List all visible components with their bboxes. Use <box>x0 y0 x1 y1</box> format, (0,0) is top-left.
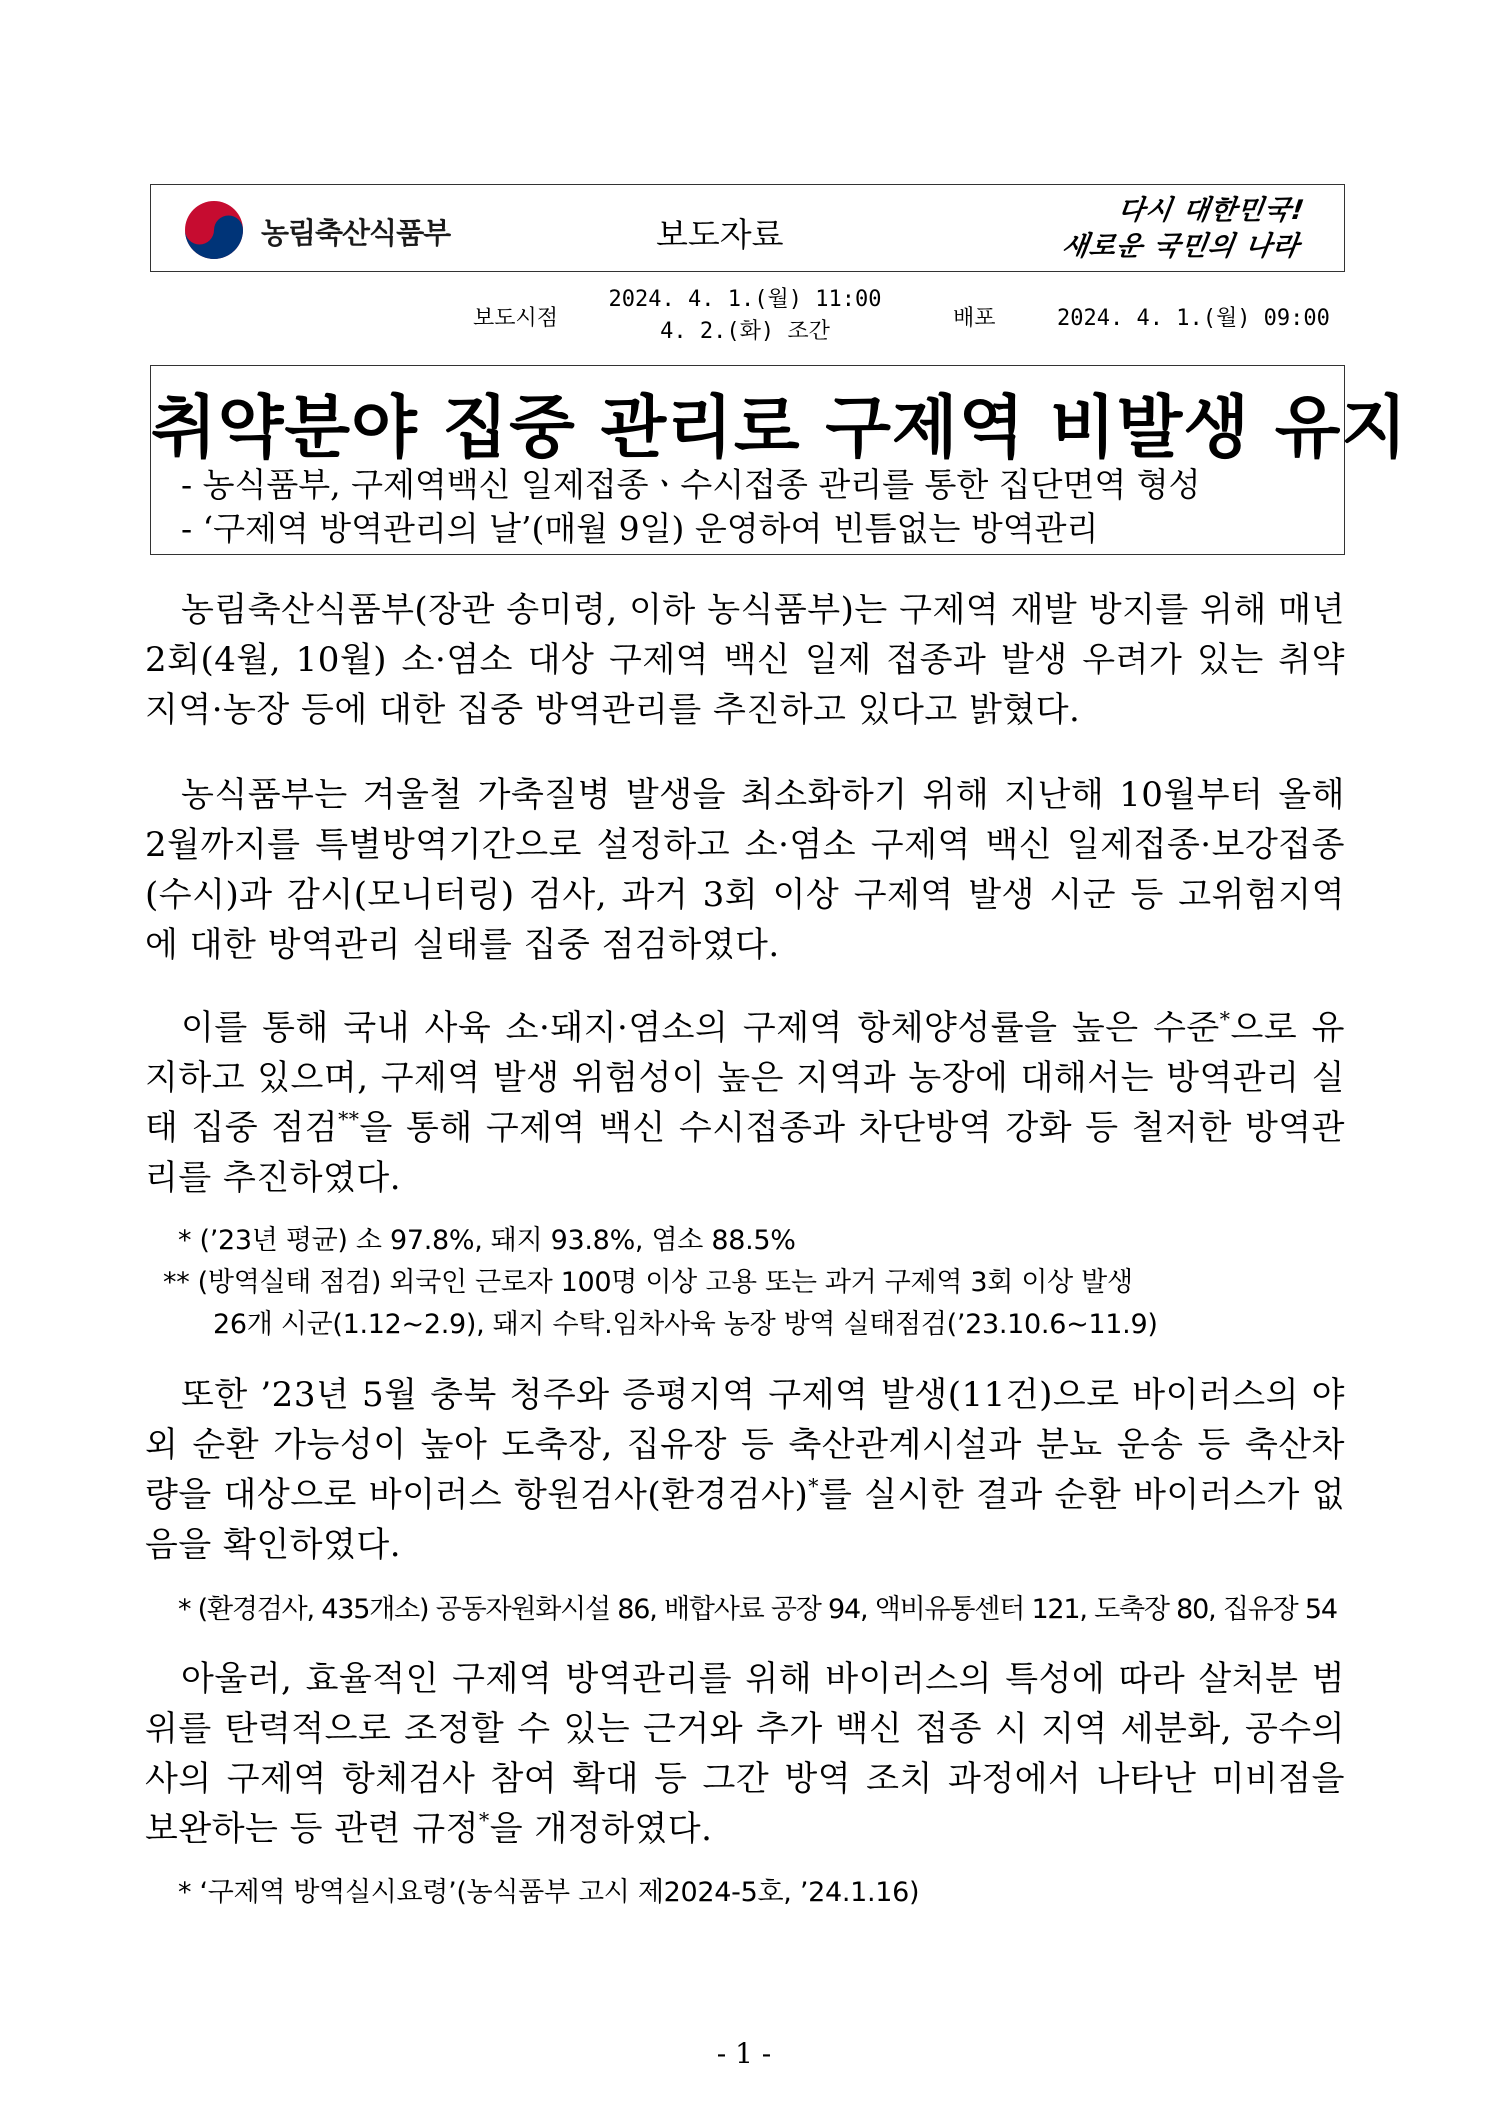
paragraph-2-text: 농식품부는 겨울철 가축질병 발생을 최소화하기 위해 지난해 10월부터 올해 2월까지를 특별방역기간으로 설정하고 소·염소 구제역 백신 일제접종·보강접종(수시)과 감시(모니터링) 검사, 과거 3회 이상 구제역 발생 시군 등 고위험지역에 대한 방역관리 실태를 집중 점검하였다. <box>145 775 1345 965</box>
header-box <box>150 184 1345 272</box>
title-box <box>150 365 1409 555</box>
ministry-name: 농림축산식품부 <box>261 216 451 250</box>
footnote-2-line-2: 26개 시군(1.12~2.9), 돼지 수탁.임차사육 농장 방역 실태점검(’23.10.6~11.9) <box>213 1309 1158 1340</box>
footnote-mark: * <box>479 1808 490 1833</box>
page-title: 취약분야 집중 관리로 구제역 비발생 유지 <box>151 389 1409 468</box>
paragraph-3-text-b: 으로 유지하고 있으며, 구제역 발생 위험성이 높은 지역과 농장에 대해서는 방역관리 실태 집중 점검 <box>145 1008 1345 1148</box>
footnote-3: * (환경검사, 435개소) 공동자원화시설 86, 배합사료 공장 94, 액비유통센터 121, 도축장 80, 집유장 54 <box>178 1594 1337 1625</box>
page-number: - 1 - <box>716 2037 772 2070</box>
subtitle-2: - ‘구제역 방역관리의 날’(매월 9일) 운영하여 빈틈없는 방역관리 <box>181 509 1099 548</box>
slogan <box>1017 193 1307 265</box>
paragraph-2 <box>145 770 1345 970</box>
paragraph-4 <box>145 1370 1345 1570</box>
footnote-4: * ‘구제역 방역실시요령’(농식품부 고시 제2024-5호, ’24.1.16) <box>178 1877 920 1908</box>
release-line-1: 2024. 4. 1.(월) 11:00 <box>608 287 882 312</box>
release-label: 보도시점 <box>473 306 559 331</box>
distribute-time: 2024. 4. 1.(월) 09:00 <box>1057 306 1330 331</box>
paragraph-3-text-a: 이를 통해 국내 사육 소·돼지·염소의 구제역 항체양성률을 높은 수준 <box>181 1008 1220 1048</box>
paragraph-4-text-a: 또한 ’23년 5월 충북 청주와 증평지역 구제역 발생(11건)으로 바이러스의 야외 순환 가능성이 높아 도축장, 집유장 등 축산관계시설과 분뇨 운송 등 축산차량을 대상으로 바이러스 항원검사(환경검사) <box>145 1375 1345 1515</box>
paragraph-5 <box>145 1654 1345 1854</box>
distribute-label: 배포 <box>953 306 996 331</box>
slogan-line-1: 다시 대한민국! <box>1116 195 1307 226</box>
doc-type: 보도자료 <box>656 215 784 254</box>
paragraph-4-text-b: 를 실시한 결과 순환 바이러스가 없음을 확인하였다. <box>145 1475 1345 1565</box>
footnote-mark: * <box>1219 1007 1231 1032</box>
paragraph-1 <box>145 585 1345 735</box>
paragraph-3-text-c: 을 통해 구제역 백신 수시접종과 차단방역 강화 등 철저한 방역관리를 추진하였다. <box>145 1108 1345 1198</box>
slogan-line-2: 새로운 국민의 나라 <box>1059 231 1302 262</box>
release-line-2: 4. 2.(화) 조간 <box>660 319 830 344</box>
footnote-mark-double: ** <box>338 1107 360 1132</box>
subtitle-1: - 농식품부, 구제역백신 일제접종ㆍ수시접종 관리를 통한 집단면역 형성 <box>181 465 1201 504</box>
footnote-mark: * <box>808 1474 819 1499</box>
footnote-2-line-1: ** (방역실태 점검) 외국인 근로자 100명 이상 고용 또는 과거 구제역 3회 이상 발생 <box>163 1267 1133 1298</box>
paragraph-3 <box>145 1003 1345 1203</box>
paragraph-5-text-b: 을 개정하였다. <box>489 1809 713 1849</box>
paragraph-1-text: 농림축산식품부(장관 송미령, 이하 농식품부)는 구제역 재발 방지를 위해 매년 2회(4월, 10월) 소·염소 대상 구제역 백신 일제 접종과 발생 우려가 있는 취약 지역·농장 등에 대한 집중 방역관리를 추진하고 있다고 밝혔다. <box>145 590 1345 730</box>
release-time <box>600 284 890 348</box>
taegeuk-logo-icon <box>183 199 245 261</box>
footnote-1: * (’23년 평균) 소 97.8%, 돼지 93.8%, 염소 88.5% <box>178 1225 796 1256</box>
paragraph-5-text-a: 아울러, 효율적인 구제역 방역관리를 위해 바이러스의 특성에 따라 살처분 범위를 탄력적으로 조정할 수 있는 근거와 추가 백신 접종 시 지역 세분화, 공수의사의 구제역 항체검사 참여 확대 등 그간 방역 조치 과정에서 나타난 미비점을 보완하는 등 관련 규정 <box>145 1659 1345 1849</box>
